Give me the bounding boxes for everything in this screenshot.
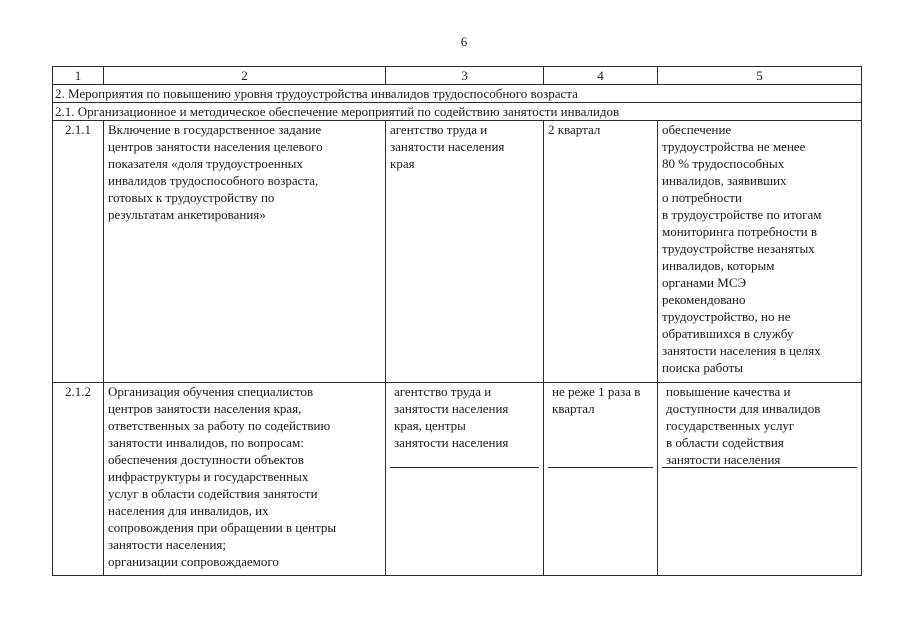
deadline-cell bbox=[544, 383, 658, 576]
empty-subcell bbox=[390, 468, 539, 575]
executor-cell bbox=[386, 383, 544, 576]
row-number: 2.1.1 bbox=[53, 121, 104, 383]
subsection-row bbox=[53, 103, 862, 121]
column-header: 4 bbox=[544, 67, 658, 85]
executor-text: агентство труда и занятости населения края, центры занятости населения bbox=[394, 384, 509, 450]
section-heading: 2. Мероприятия по повышению уровня трудоустройства инвалидов трудоспособного возраста bbox=[53, 85, 862, 103]
table-row bbox=[53, 121, 862, 383]
column-header: 1 bbox=[53, 67, 104, 85]
column-header: 2 bbox=[104, 67, 386, 85]
deadline-text: не реже 1 раза в квартал bbox=[552, 384, 641, 416]
activity-cell bbox=[104, 121, 386, 383]
result-text: обеспечение трудоустройства не менее 80 % трудоспособных инвалидов, заявивших о потребности в трудоустройстве по итогам мониторинга потребности в трудоустройстве незанятых инвалидов, которым органами МСЭ рекомендовано трудоустройство, но не обратившихся в службу занятости населения в целях поиска работы bbox=[662, 122, 822, 375]
empty-subcell bbox=[548, 468, 653, 575]
activity-cell bbox=[104, 383, 386, 576]
empty-subcell bbox=[662, 468, 857, 575]
activity-text: Включение в государственное задание центров занятости населения целевого показателя «доля трудоустроенных инвалидов трудоспособного возраста, готовых к трудоустройству по результатам анкетирования» bbox=[108, 122, 323, 222]
column-number-row bbox=[53, 67, 862, 85]
executor-cell bbox=[386, 121, 544, 383]
deadline-cell bbox=[544, 121, 658, 383]
column-header: 5 bbox=[658, 67, 862, 85]
measures-table bbox=[52, 66, 862, 576]
column-header: 3 bbox=[386, 67, 544, 85]
page-number: 6 bbox=[460, 34, 468, 49]
section-row bbox=[53, 85, 862, 103]
deadline-text: 2 квартал bbox=[548, 122, 601, 137]
subsection-heading: 2.1. Организационное и методическое обеспечение мероприятий по содействию занятости инвалидов bbox=[53, 103, 862, 121]
result-cell bbox=[658, 383, 862, 576]
activity-text: Организация обучения специалистов центров занятости населения края, ответственных за работу по содействию занятости инвалидов, по вопросам: обеспечения доступности объектов инфраструктуры и государственных услуг в области содействия занятости населения для инвалидов, их сопровождения при обращении в центры занятости населения; организации сопровождаемого bbox=[108, 384, 337, 569]
result-text: повышение качества и доступности для инвалидов государственных услуг в области содействия занятости населения bbox=[666, 384, 821, 467]
row-number: 2.1.2 bbox=[53, 383, 104, 576]
result-cell bbox=[658, 121, 862, 383]
executor-text: агентство труда и занятости населения края bbox=[390, 122, 505, 171]
table-row bbox=[53, 383, 862, 576]
